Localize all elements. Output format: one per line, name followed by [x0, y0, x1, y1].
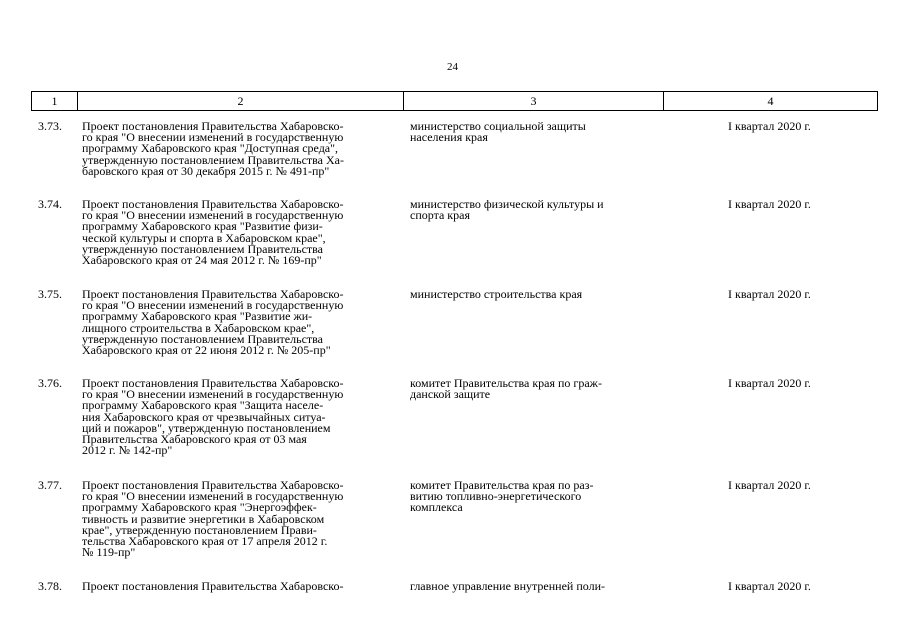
row-title-line: Проект постановления Правительства Хабаровско- [82, 478, 344, 492]
row-deadline: I квартал 2020 г. [728, 376, 811, 390]
row-title-line: Проект постановления Правительства Хабаровско- [82, 579, 344, 593]
row-deadline: I квартал 2020 г. [728, 119, 811, 133]
row-title [82, 378, 344, 456]
row-title-line: программу Хабаровского края "Развитие жи- [82, 309, 313, 324]
row-responsible [410, 378, 602, 400]
row-responsible-line: спорта края [410, 208, 470, 223]
row-title-line: утвержденную постановлением Правительства [82, 241, 323, 256]
row-title-line: ческой культуры и спорта в Хабаровском крае", [82, 230, 326, 245]
row-title-line: Проект постановления Правительства Хабаровско- [82, 119, 344, 133]
row-title-line: лищного строительства в Хабаровском крае", [82, 320, 315, 335]
row-responsible-line: главное управление внутренней поли- [410, 579, 605, 593]
row-number: 3.74. [38, 197, 62, 211]
row-responsible [410, 480, 594, 514]
row-title-line: Правительства Хабаровского края от 03 мая [82, 432, 307, 447]
row-title-line: Хабаровского края от 24 мая 2012 г. № 169-пр" [82, 253, 322, 268]
row-title-line: крае", утвержденную постановлением Прави- [82, 522, 317, 537]
row-title-line: го края "О внесении изменений в государственную [82, 489, 344, 504]
row-responsible [410, 289, 582, 300]
row-title [82, 480, 344, 558]
row-title [82, 199, 344, 266]
header-col-2: 2 [78, 92, 404, 111]
row-title-line: утвержденную постановлением Правительства Ха- [82, 152, 344, 167]
row-title-line: ций и пожаров", утвержденную постановлением [82, 420, 331, 435]
row-title-line: программу Хабаровского края "Развитие физи- [82, 219, 323, 234]
header-col-4: 4 [664, 92, 878, 111]
row-number: 3.77. [38, 478, 62, 492]
row-title-line: Проект постановления Правительства Хабаровско- [82, 197, 344, 211]
row-title-line: Проект постановления Правительства Хабаровско- [82, 376, 344, 390]
row-responsible-line: министерство социальной защиты [410, 119, 586, 133]
row-title-line: тивность и развитие энергетики в Хабаровском [82, 511, 325, 526]
row-responsible-line: витию топливно-энергетического [410, 489, 582, 504]
row-title-line: баровского края от 30 декабря 2015 г. № 491-пр" [82, 163, 330, 178]
row-title [82, 121, 344, 177]
row-title-line: тельства Хабаровского края от 17 апреля 2012 г. [82, 534, 328, 549]
row-title-line: программу Хабаровского края "Энергоэффек- [82, 500, 317, 515]
row-title-line: го края "О внесении изменений в государственную [82, 130, 344, 145]
row-deadline: I квартал 2020 г. [728, 197, 811, 211]
row-title-line: программу Хабаровского края "Защита населе- [82, 398, 324, 413]
row-number: 3.78. [38, 579, 62, 593]
row-responsible [410, 199, 604, 221]
row-title-line: утвержденную постановлением Правительства [82, 331, 323, 346]
row-responsible-line: населения края [410, 130, 488, 145]
row-responsible-line: министерство строительства края [410, 287, 583, 301]
row-title-line: го края "О внесении изменений в государственную [82, 208, 344, 223]
row-deadline: I квартал 2020 г. [728, 287, 811, 301]
row-number: 3.73. [38, 119, 62, 133]
row-responsible-line: комплекса [410, 500, 463, 515]
row-responsible [410, 581, 605, 592]
row-deadline: I квартал 2020 г. [728, 478, 811, 492]
row-title-line: ния Хабаровского края от чрезвычайных ситуа- [82, 409, 326, 424]
row-number: 3.76. [38, 376, 62, 390]
row-title-line: программу Хабаровского края "Доступная среда", [82, 141, 339, 156]
header-col-3: 3 [404, 92, 664, 111]
row-title-line: № 119-пр" [82, 545, 136, 560]
row-title-line: Проект постановления Правительства Хабаровско- [82, 287, 344, 301]
row-responsible-line: министерство физической культуры и [410, 197, 604, 211]
row-title [82, 581, 344, 592]
row-title-line: го края "О внесении изменений в государственную [82, 298, 344, 313]
row-responsible [410, 121, 586, 143]
row-deadline: I квартал 2020 г. [728, 579, 811, 593]
row-responsible-line: комитет Правительства края по раз- [410, 478, 594, 492]
row-title [82, 289, 344, 356]
row-title-line: Хабаровского края от 22 июня 2012 г. № 205-пр" [82, 343, 331, 358]
row-number: 3.75. [38, 287, 62, 301]
header-col-1: 1 [32, 92, 78, 111]
row-responsible-line: данской защите [410, 387, 491, 402]
page-number: 24 [447, 61, 458, 73]
row-title-line: 2012 г. № 142-пр" [82, 443, 173, 458]
row-responsible-line: комитет Правительства края по граж- [410, 376, 602, 390]
row-title-line: го края "О внесении изменений в государственную [82, 387, 344, 402]
